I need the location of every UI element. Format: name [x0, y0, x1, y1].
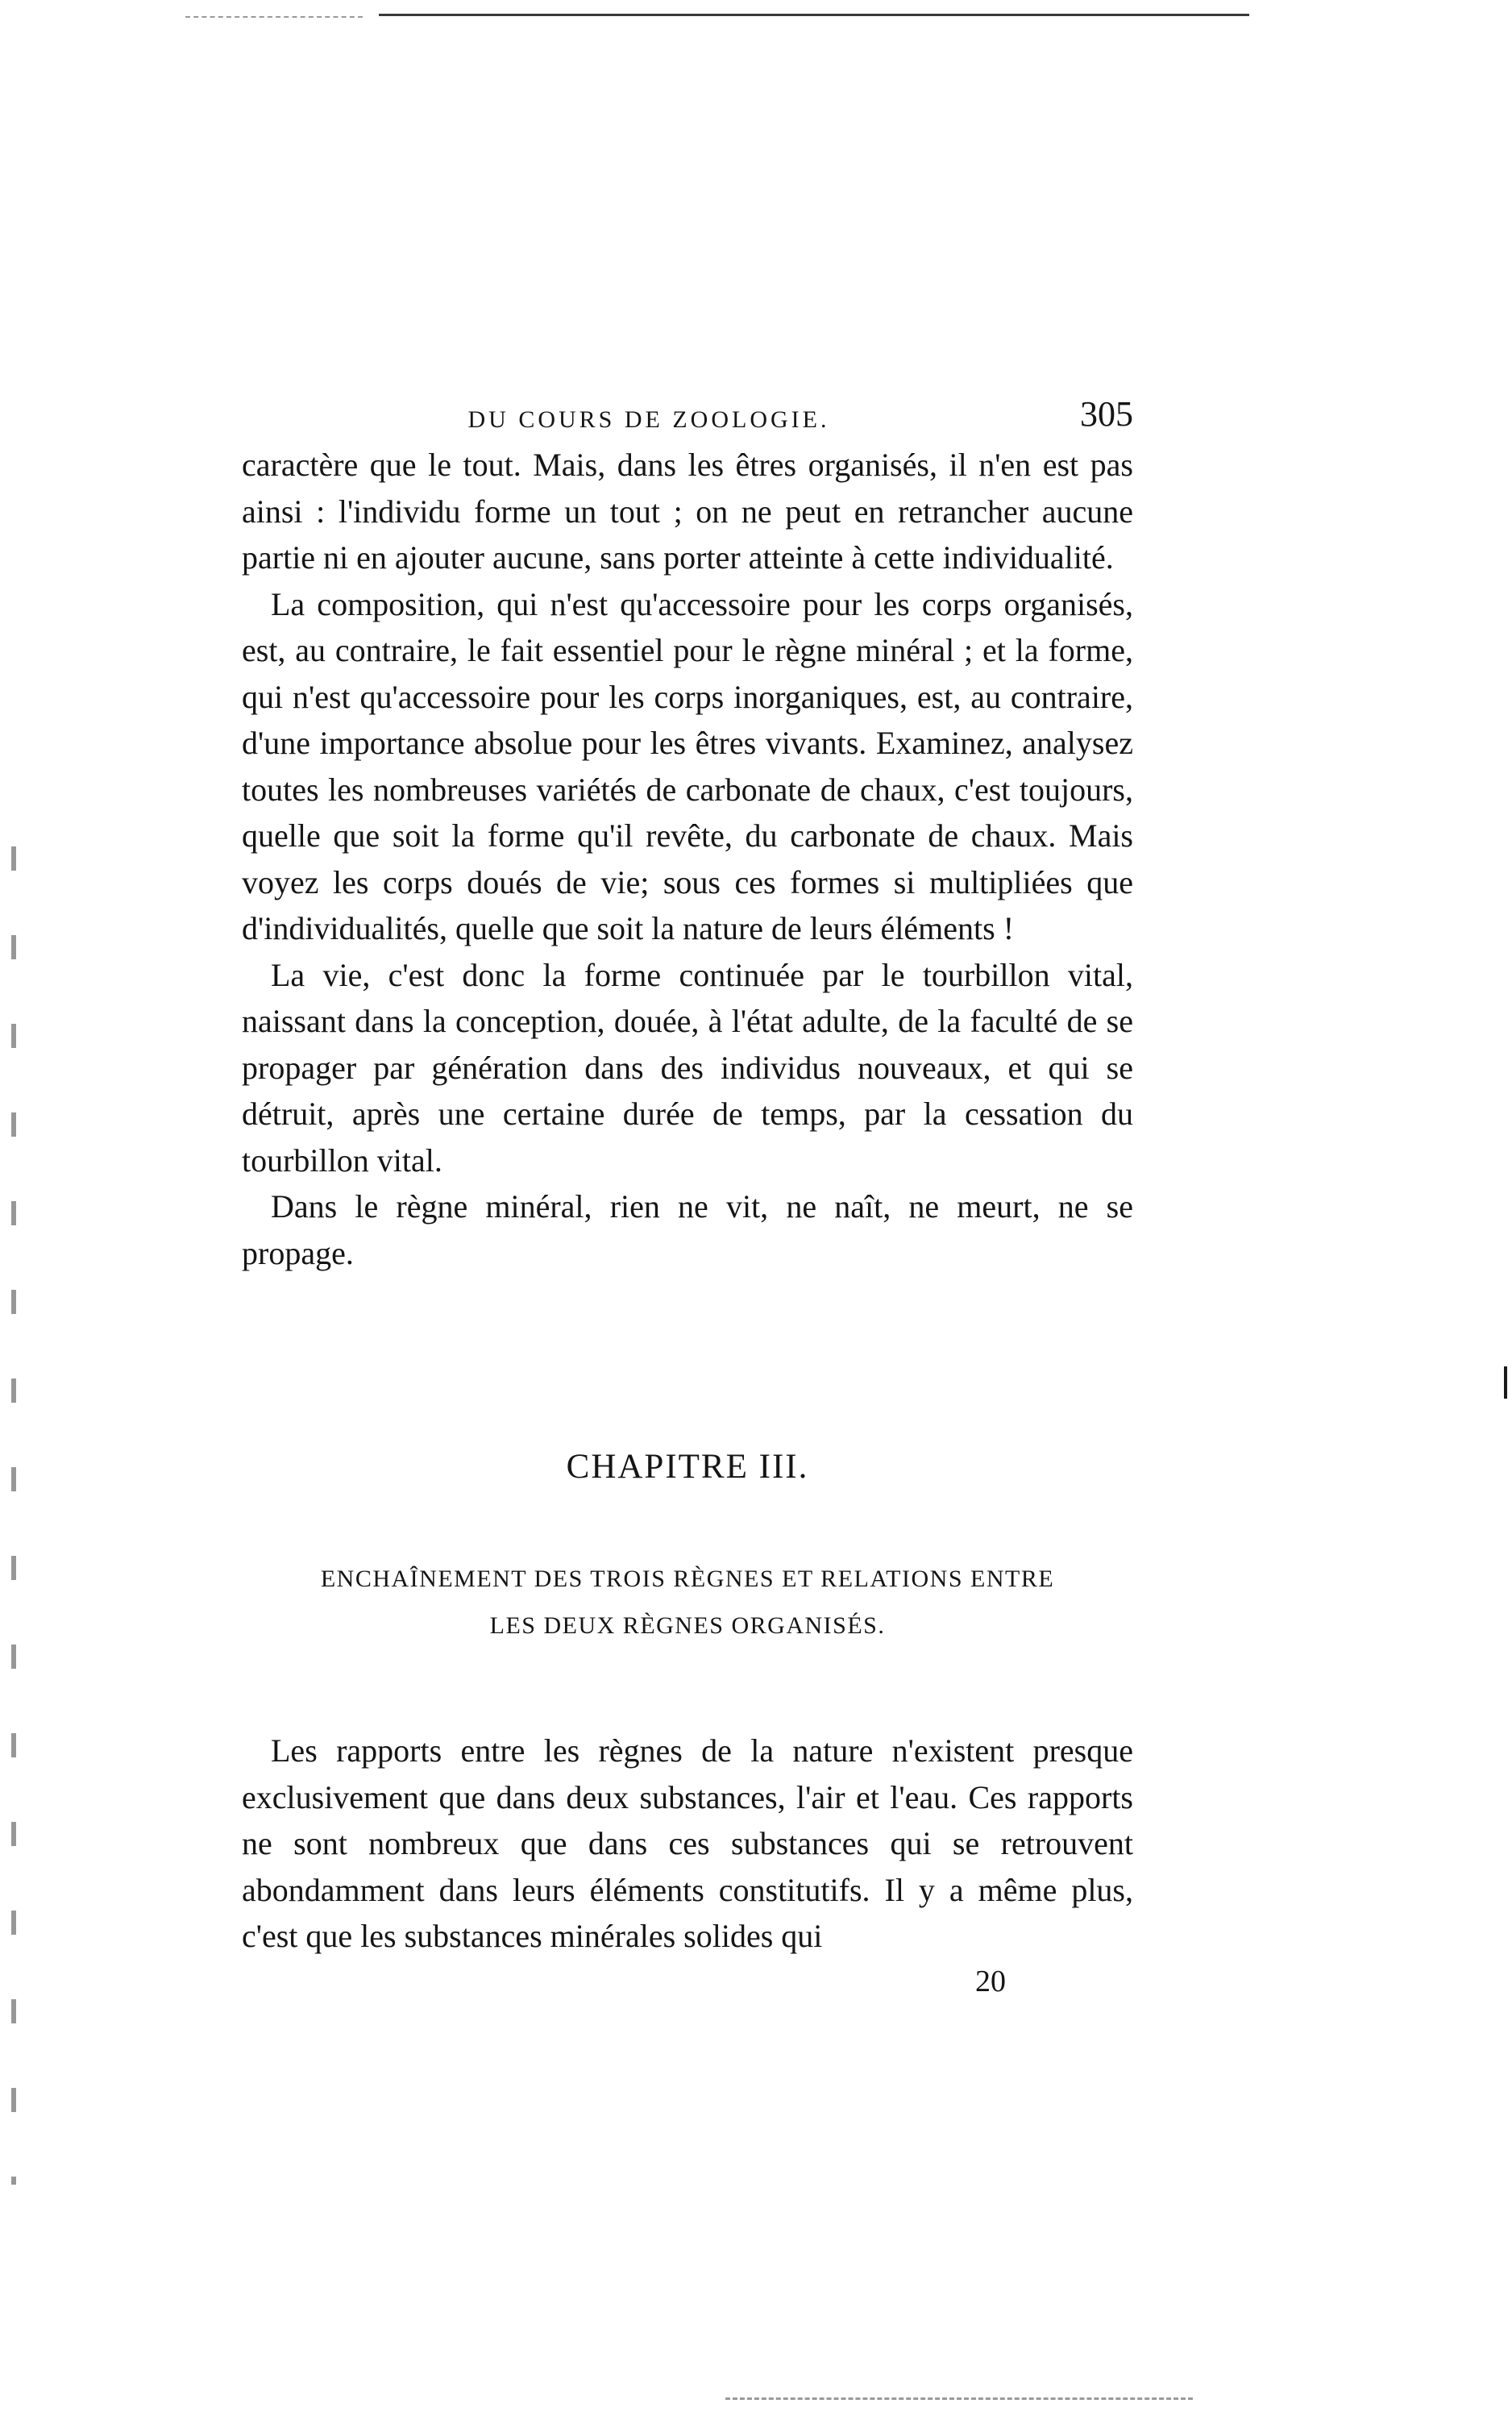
- chapter-title: CHAPITRE III.: [566, 1448, 809, 1486]
- scan-right-margin-mark: [1504, 1366, 1507, 1399]
- chapter-subtitle-line: LES DEUX RÈGNES ORGANISÉS.: [489, 1612, 886, 1639]
- chapter-subtitle: [242, 1556, 1133, 1649]
- paragraph: caractère que le tout. Mais, dans les êtres organisés, il n'en est pas ainsi : l'individu forme un tout ; on ne peut en retrancher aucune partie ni en ajouter aucune, sans porter atteinte à cette individualité.: [242, 447, 1133, 576]
- paragraph: Dans le règne minéral, rien ne vit, ne naît, ne meurt, ne se propage.: [242, 1188, 1133, 1271]
- running-head: [242, 393, 1133, 442]
- paragraph: La composition, qui n'est qu'accessoire pour les corps organisés, est, au contraire, le fait essentiel pour le règne minéral ; et la forme, qui n'est qu'accessoire pour les corps inorganiques, est, au contraire, d'une importance absolue pour les êtres vivants. Examinez, analysez toutes les nombreuses variétés de carbonate de chaux, c'est toujours, quelle que soit la forme qu'il revête, du carbonate de chaux. Mais voyez les corps doués de vie; sous ces formes si multipliées que d'individualités, quelle que soit la nature de leurs éléments !: [242, 585, 1133, 946]
- chapter-text: [242, 1728, 1133, 1960]
- scan-bottom-dashes: [725, 2397, 1193, 2400]
- running-title: DU COURS DE ZOOLOGIE.: [467, 406, 830, 433]
- signature-mark: 20: [975, 1965, 1006, 1998]
- scan-top-rule: [379, 14, 1249, 16]
- body-text: [242, 442, 1133, 1276]
- scan-left-margin-marks: [11, 846, 16, 2185]
- paragraph: Les rapports entre les règnes de la nature n'existent presque exclusivement que dans deux substances, l'air et l'eau. Ces rapports ne sont nombreux que dans ces substances qui se retrouvent abondamment dans leurs éléments constitutifs. Il y a même plus, c'est que les substances minérales solides qui: [242, 1732, 1133, 1954]
- scan-edge-dashes: [185, 16, 363, 18]
- paragraph: La vie, c'est donc la forme continuée par le tourbillon vital, naissant dans la conception, douée, à l'état adulte, de la faculté de se propager par génération dans des individus nouveaux, et qui se détruit, après une certaine durée de temps, par la cessation du tourbillon vital.: [242, 956, 1133, 1179]
- chapter-subtitle-line: ENCHAÎNEMENT DES TROIS RÈGNES ET RELATIONS ENTRE: [320, 1566, 1055, 1592]
- page-number: 305: [1080, 394, 1133, 434]
